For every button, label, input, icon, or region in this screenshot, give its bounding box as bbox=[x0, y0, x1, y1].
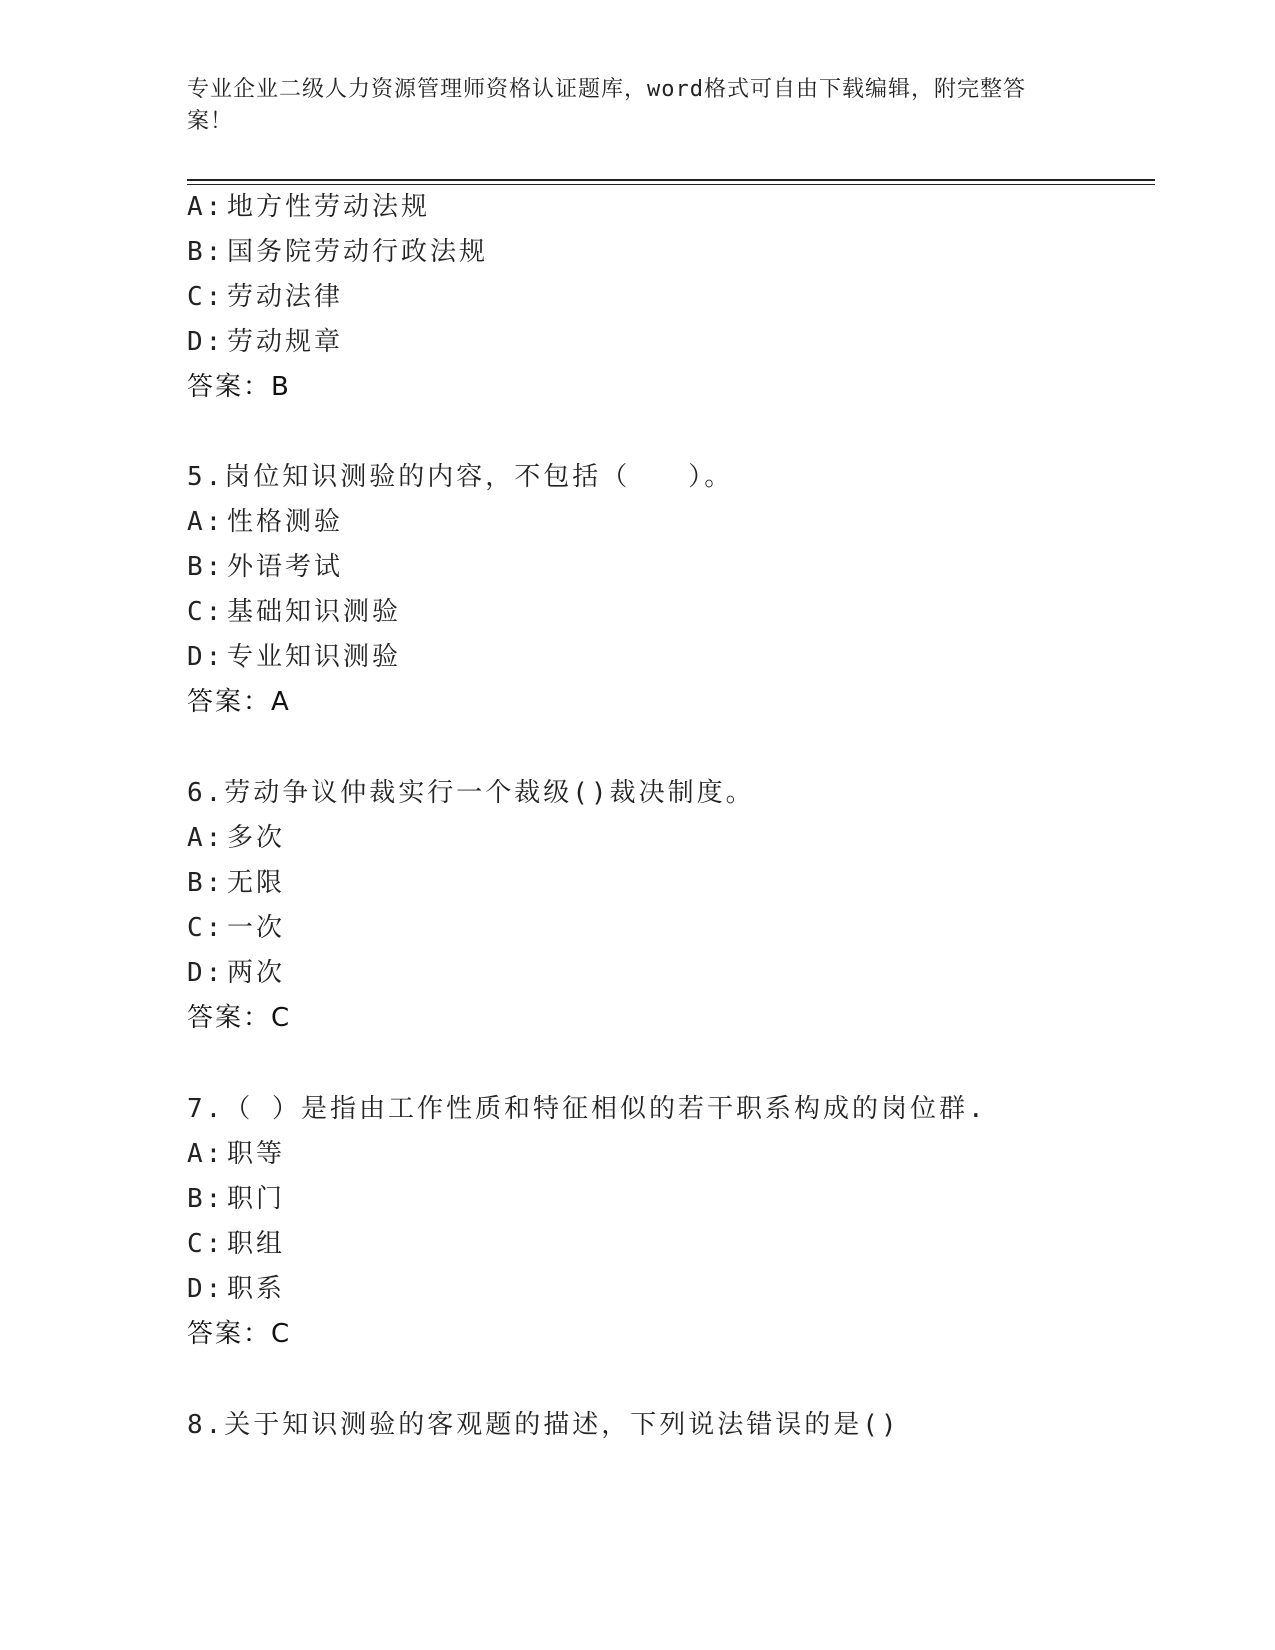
option-text: 多次 bbox=[227, 823, 286, 853]
q7-option-a bbox=[187, 1137, 285, 1171]
q5-option-c bbox=[187, 595, 401, 629]
q5-option-a bbox=[187, 505, 343, 539]
option-key: C: bbox=[187, 1229, 225, 1259]
option-text: 外语考试 bbox=[227, 552, 344, 582]
option-key: A: bbox=[187, 507, 225, 537]
option-key: A: bbox=[187, 1139, 225, 1169]
option-key: A: bbox=[187, 192, 225, 222]
q6-option-c bbox=[187, 911, 285, 945]
q6-question: 6.劳动争议仲裁实行一个裁级()裁决制度。 bbox=[187, 778, 755, 808]
option-text: 职等 bbox=[227, 1139, 286, 1169]
q6-option-b bbox=[187, 866, 285, 900]
q5-option-d bbox=[187, 640, 401, 674]
q5-option-b bbox=[187, 550, 343, 584]
q4-option-a bbox=[187, 190, 430, 224]
option-text: 性格测验 bbox=[227, 507, 344, 537]
q4-answer: 答案：B bbox=[187, 372, 291, 402]
option-text: 专业知识测验 bbox=[227, 642, 402, 672]
q6-answer: 答案：C bbox=[187, 1003, 292, 1033]
q7-option-d bbox=[187, 1272, 285, 1306]
q4-option-b bbox=[187, 235, 488, 269]
option-text: 劳动法律 bbox=[227, 282, 344, 312]
q6-option-d bbox=[187, 956, 285, 990]
q8-question: 8.关于知识测验的客观题的描述，下列说法错误的是() bbox=[187, 1410, 900, 1440]
option-text: 两次 bbox=[227, 958, 286, 988]
header-divider-thick bbox=[187, 179, 1155, 181]
option-key: B: bbox=[187, 552, 225, 582]
option-text: 职门 bbox=[227, 1184, 286, 1214]
option-text: 职系 bbox=[227, 1274, 286, 1304]
option-text: 职组 bbox=[227, 1229, 286, 1259]
header-divider-thin bbox=[187, 184, 1155, 185]
q5-answer: 答案：A bbox=[187, 687, 291, 717]
option-key: D: bbox=[187, 642, 225, 672]
q4-option-d bbox=[187, 325, 343, 359]
option-key: C: bbox=[187, 913, 225, 943]
option-key: B: bbox=[187, 868, 225, 898]
option-key: D: bbox=[187, 958, 225, 988]
q7-option-b bbox=[187, 1182, 285, 1216]
document-header-note: 专业企业二级人力资源管理师资格认证题库，word格式可自由下载编辑，附完整答案！ bbox=[187, 77, 1026, 134]
option-key: D: bbox=[187, 1274, 225, 1304]
option-text: 基础知识测验 bbox=[227, 597, 402, 627]
q4-option-c bbox=[187, 280, 343, 314]
option-text: 国务院劳动行政法规 bbox=[227, 237, 489, 267]
option-key: C: bbox=[187, 597, 225, 627]
option-key: B: bbox=[187, 1184, 225, 1214]
q7-option-c bbox=[187, 1227, 285, 1261]
option-key: A: bbox=[187, 823, 225, 853]
option-key: D: bbox=[187, 327, 225, 357]
option-text: 无限 bbox=[227, 868, 286, 898]
option-text: 一次 bbox=[227, 913, 286, 943]
q7-answer: 答案：C bbox=[187, 1319, 292, 1349]
option-key: B: bbox=[187, 237, 225, 267]
q7-question: 7.（ ）是指由工作性质和特征相似的若干职系构成的岗位群. bbox=[187, 1094, 987, 1124]
q6-option-a bbox=[187, 821, 285, 855]
option-key: C: bbox=[187, 282, 225, 312]
option-text: 地方性劳动法规 bbox=[227, 192, 431, 222]
q5-question: 5.岗位知识测验的内容，不包括（ ）。 bbox=[187, 462, 734, 492]
option-text: 劳动规章 bbox=[227, 327, 344, 357]
